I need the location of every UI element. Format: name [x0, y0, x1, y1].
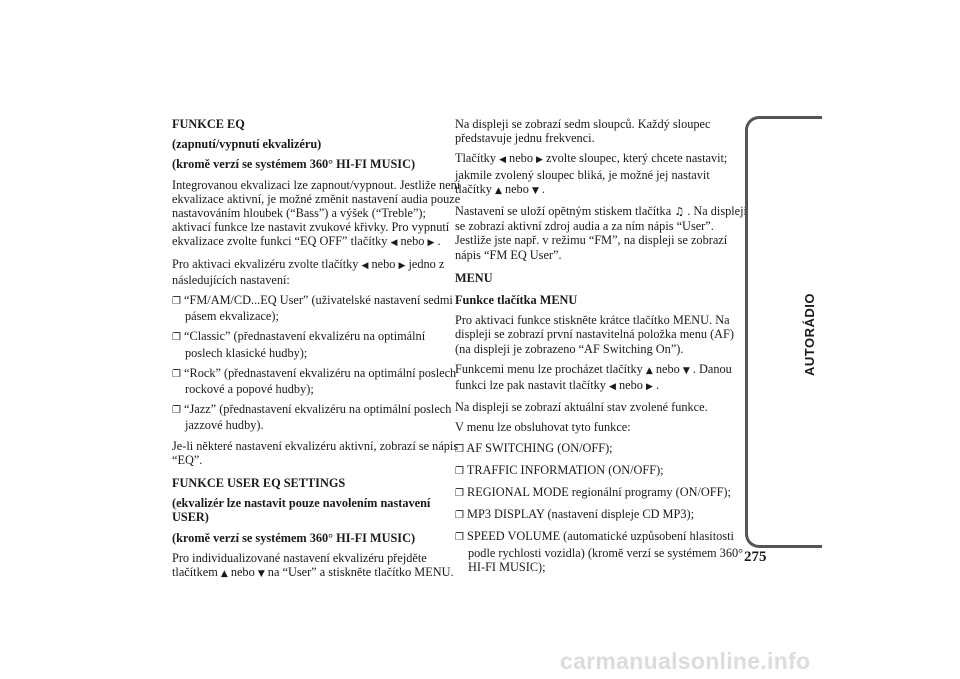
- right-paragraph-6: Na displeji se zobrazí aktuální stav zvolené funkce.: [455, 400, 708, 415]
- down-arrow-icon: ▼: [682, 365, 690, 376]
- user-eq-subtitle-2: (kromě verzí se systémem 360° HI-FI MUSIC): [172, 530, 416, 545]
- checkbox-bullet-icon: ❐: [455, 532, 464, 544]
- user-eq-heading: [172, 476, 464, 545]
- right-paragraph-7: V menu lze obsluhovat tyto funkce:: [455, 420, 631, 435]
- down-arrow-icon: ▼: [531, 185, 539, 196]
- checkbox-bullet-icon: ❐: [455, 465, 464, 477]
- right-paragraph-3: Nastavení se uloží opětným stiskem tlačítka ♫ . Na displeji se zobrazí aktivní zdroj audia a za ním nápis “User”. Jestliže jste např. v režimu “FM”, na displeji se zobrazí nápis “FM EQ User”.: [455, 204, 747, 262]
- right-arrow-icon: ▶: [427, 238, 435, 249]
- menu-subtitle: Funkce tlačítka MENU: [455, 293, 578, 308]
- left-column: [172, 117, 464, 587]
- left-arrow-icon: ◀: [361, 260, 369, 271]
- up-arrow-icon: ▲: [494, 185, 502, 196]
- checkbox-bullet-icon: ❐: [172, 332, 181, 344]
- list-item: ❐ AF SWITCHING (ON/OFF);: [455, 440, 613, 455]
- checkbox-bullet-icon: ❐: [455, 443, 464, 455]
- right-paragraph-2: Tlačítky ◀ nebo ▶ zvolte sloupec, který chcete nastavit; jakmile zvolený sloupec bliká, je možné jej nastavit tlačítky ▲ nebo ▼ .: [455, 151, 728, 196]
- eq-paragraph-2: Pro aktivaci ekvalizéru zvolte tlačítky ◀ nebo ▶ jedno z následujících nastavení:: [172, 256, 445, 287]
- eq-paragraph-3: Je-li některé nastavení ekvalizéru aktivní, zobrazí se nápis “EQ”.: [172, 438, 459, 467]
- down-arrow-icon: ▼: [257, 569, 265, 580]
- list-item: ❐ “Rock” (přednastavení ekvalizéru na optimální poslech rockové a popové hudby);: [172, 365, 457, 397]
- right-arrow-icon: ▶: [645, 382, 653, 393]
- menu-title: MENU: [455, 270, 493, 285]
- music-note-icon: ♫: [674, 205, 685, 219]
- right-paragraph-1: Na displeji se zobrazí sedm sloupců. Každý sloupec představuje jednu frekvenci.: [455, 117, 711, 146]
- list-item: ❐ REGIONAL MODE regionální programy (ON/OFF);: [455, 485, 731, 500]
- menu-heading: [455, 271, 747, 307]
- list-item: ❐ MP3 DISPLAY (nastavení displeje CD MP3);: [455, 507, 694, 522]
- right-arrow-icon: ▶: [536, 155, 543, 166]
- user-eq-title: FUNKCE USER EQ SETTINGS: [172, 476, 346, 491]
- watermark: carmanualsonline.info: [560, 648, 811, 674]
- left-arrow-icon: ◀: [499, 155, 506, 166]
- checkbox-bullet-icon: ❐: [172, 296, 181, 308]
- left-arrow-icon: ◀: [609, 382, 616, 393]
- up-arrow-icon: ▲: [220, 569, 228, 580]
- checkbox-bullet-icon: ❐: [172, 405, 181, 417]
- checkbox-bullet-icon: ❐: [172, 368, 181, 380]
- page-number: 275: [744, 549, 767, 565]
- checkbox-bullet-icon: ❐: [455, 488, 464, 500]
- eq-subtitle-1: (zapnutí/vypnutí ekvalizéru): [172, 137, 322, 152]
- chapter-title: AUTORÁDIO: [802, 293, 817, 376]
- eq-heading: [172, 117, 464, 172]
- eq-title: FUNKCE EQ: [172, 117, 245, 131]
- right-paragraph-5: Funkcemi menu lze procházet tlačítky ▲ nebo ▼ . Danou funkci lze pak nastavit tlačítky ◀ nebo ▶ .: [455, 361, 732, 393]
- left-arrow-icon: ◀: [390, 238, 398, 249]
- up-arrow-icon: ▲: [645, 365, 653, 376]
- eq-paragraph-1: Integrovanou ekvalizaci lze zapnout/vypnout. Jestliže není ekvalizace aktivní, je možné změnit nastavení audia pouze nastavováním hloubek (“Bass”) a výšek (“Treble”); aktivací funkce lze nastavit zvukové křivky. Pro vypnutí ekvalizace zvolte funkci “EQ OFF” tlačítky ◀ nebo ▶ .: [172, 177, 461, 249]
- list-item: ❐ TRAFFIC INFORMATION (ON/OFF);: [455, 462, 664, 477]
- list-item: ❐ “Classic” (přednastavení ekvalizéru na optimální poslech klasické hudby);: [172, 329, 426, 360]
- eq-subtitle-2: (kromě verzí se systémem 360° HI-FI MUSIC): [172, 157, 416, 172]
- user-eq-subtitle-1: (ekvalizér lze nastavit pouze navolením nastavení USER): [172, 496, 431, 525]
- list-item: ❐ SPEED VOLUME (automatické uzpůsobení hlasitosti podle rychlosti vozidla) (kromě verzí se systémem 360° HI-FI MUSIC);: [455, 529, 744, 574]
- list-item: ❐ “FM/AM/CD...EQ User” (uživatelské nastavení sedmi pásem ekvalizace);: [172, 293, 453, 324]
- checkbox-bullet-icon: ❐: [455, 510, 464, 522]
- right-arrow-icon: ▶: [398, 260, 406, 271]
- user-eq-paragraph: Pro individualizované nastavení ekvalizéru přejděte tlačítkem ▲ nebo ▼ na “User” a stiskněte tlačítko MENU.: [172, 550, 454, 580]
- right-column: [455, 117, 747, 580]
- list-item: ❐ “Jazz” (přednastavení ekvalizéru na optimální poslech jazzové hudby).: [172, 402, 452, 433]
- right-paragraph-4: Pro aktivaci funkce stiskněte krátce tlačítko MENU. Na displeji se zobrazí první nastavitelná položka menu (AF) (na displeji je zobrazeno “AF Switching On”).: [455, 313, 734, 356]
